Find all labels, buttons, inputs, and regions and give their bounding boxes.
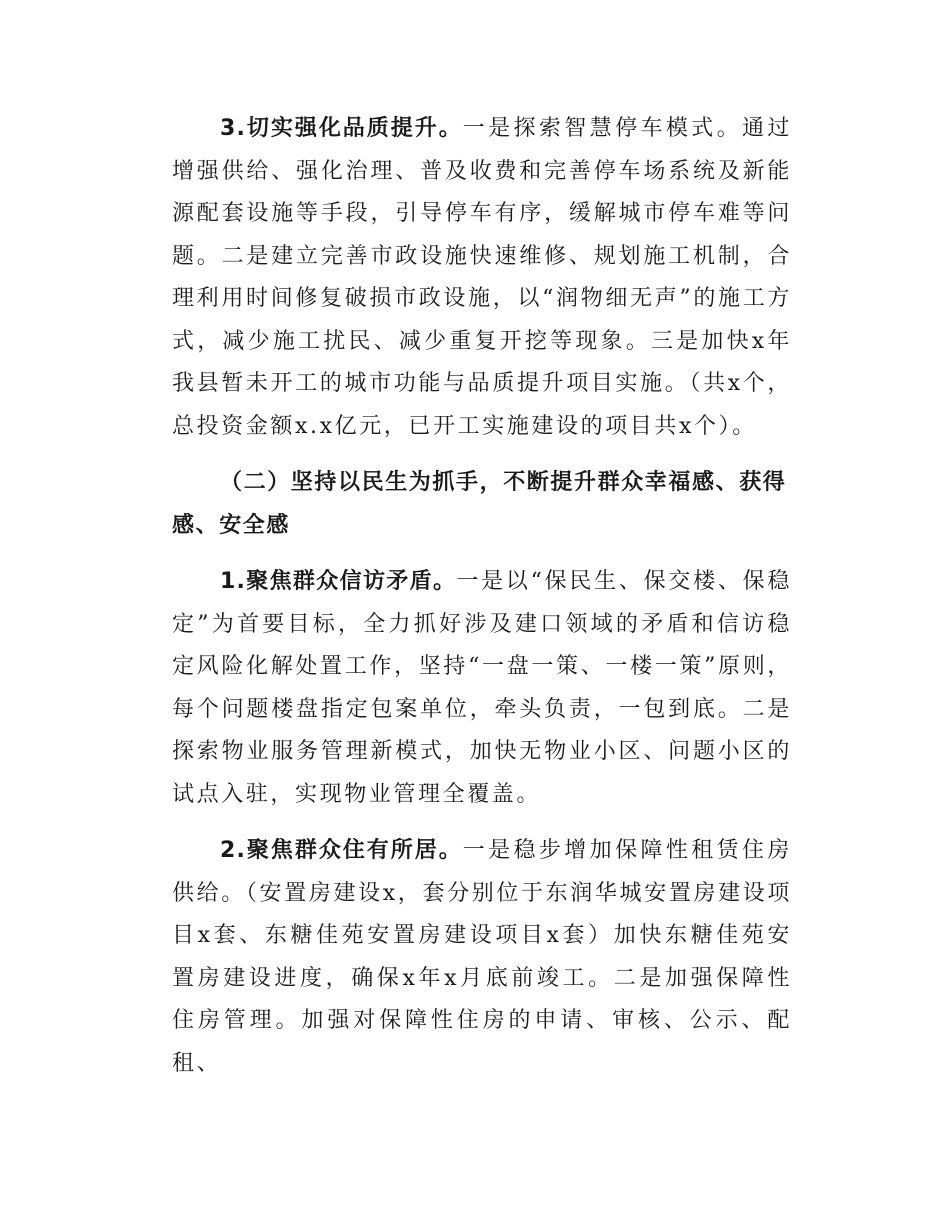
paragraph-housing — [172, 830, 792, 1085]
paragraph-quality-improvement — [172, 108, 792, 448]
paragraph-text: 一是稳步增加保障性租赁住房供给。（安置房建设x，套分别位于东润华城安置房建设项目x套、东糖佳苑安置房建设项目x套）加快东糖佳苑安置房建设进度，确保x年x月底前竣工。二是加强保障性住房管理。加强对保障性住房的申请、审核、公示、配租、 — [172, 838, 792, 1076]
document-body — [172, 108, 792, 1099]
section-heading-livelihood: （二）坚持以民生为抓手，不断提升群众幸福感、获得感、安全感 — [172, 470, 787, 538]
paragraph-text: 一是以“保民生、保交楼、保稳定”为首要目标，全力抓好涉及建口领域的矛盾和信访稳定风险化解处置工作，坚持“一盘一策、一楼一策”原则，每个问题楼盘指定包案单位，牵头负责，一包到底。二是探索物业服务管理新模式，加快无物业小区、问题小区的试点入驻，实现物业管理全覆盖。 — [172, 569, 792, 807]
paragraph-text: 一是探索智慧停车模式。通过增强供给、强化治理、普及收费和完善停车场系统及新能源配套设施等手段，引导停车有序，缓解城市停车难等问题。二是建立完善市政设施快速维修、规划施工机制，合理利用时间修复破损市政设施，以“润物细无声”的施工方式，减少施工扰民、减少重复开挖等现象。三是加快x年我县暂未开工的城市功能与品质提升项目实施。（共x个，总投资金额x.x亿元，已开工实施建设的项目共x个）。 — [172, 116, 792, 439]
paragraph-lead-heading: 3.切实强化品质提升。 — [220, 116, 463, 141]
paragraph-petition-conflicts — [172, 561, 792, 816]
paragraph-lead-heading: 1.聚焦群众信访矛盾。 — [220, 569, 457, 594]
paragraph-lead-heading: 2.聚焦群众住有所居。 — [220, 838, 463, 863]
